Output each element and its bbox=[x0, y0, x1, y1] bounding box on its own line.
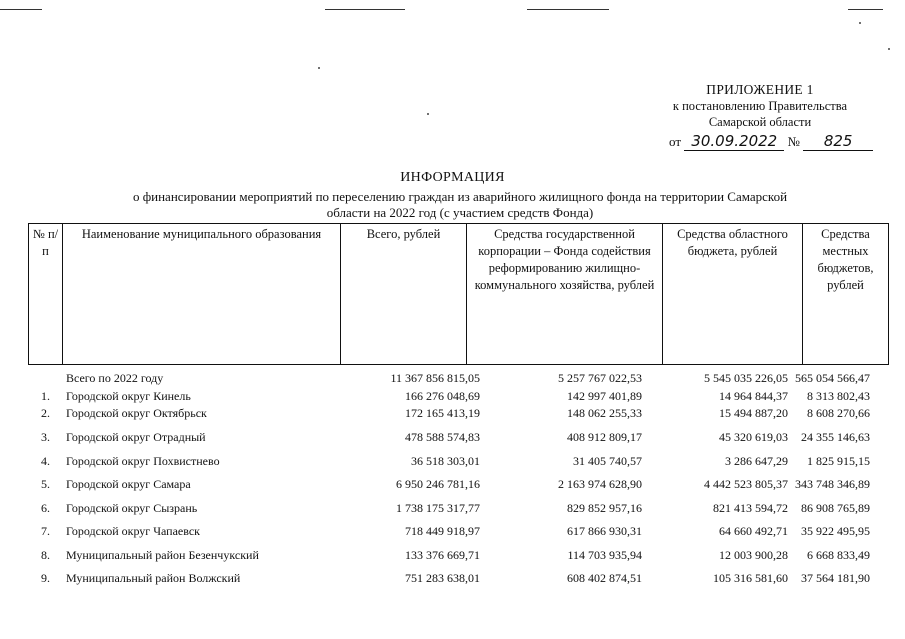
order-line bbox=[669, 132, 873, 151]
row-regional: 14 964 844,37 bbox=[719, 389, 788, 403]
table-row bbox=[28, 389, 888, 407]
row-fund: 114 703 935,94 bbox=[567, 548, 642, 562]
row-name: Городской округ Кинель bbox=[66, 389, 191, 403]
row-number: 8. bbox=[41, 548, 50, 562]
row-number: 3. bbox=[41, 430, 50, 444]
top-rule bbox=[325, 9, 405, 10]
row-regional: 64 660 492,71 bbox=[719, 524, 788, 538]
table-row bbox=[28, 571, 888, 589]
header-total: Всего, рублей bbox=[341, 224, 467, 365]
row-regional: 4 442 523 805,37 bbox=[704, 477, 788, 491]
row-total: 6 950 246 781,16 bbox=[396, 477, 480, 491]
row-local: 8 608 270,66 bbox=[807, 406, 870, 420]
table-row bbox=[28, 430, 888, 448]
row-regional: 105 316 581,60 bbox=[713, 571, 788, 585]
row-fund: 142 997 401,89 bbox=[567, 389, 642, 403]
header-name: Наименование муниципального образования bbox=[63, 224, 341, 365]
row-local: 6 668 833,49 bbox=[807, 548, 870, 562]
row-number: 7. bbox=[41, 524, 50, 538]
subtitle-line: о финансировании мероприятий по переселению граждан из аварийного жилищного фонда на территории Самарской bbox=[132, 189, 788, 204]
order-number: 825 bbox=[803, 132, 873, 151]
appendix-line: Самарской области bbox=[708, 115, 812, 129]
row-total: 1 738 175 317,77 bbox=[396, 501, 480, 515]
scan-speck bbox=[318, 67, 320, 69]
row-total: 172 165 413,19 bbox=[405, 406, 480, 420]
total-local: 565 054 566,47 bbox=[795, 371, 870, 385]
row-total: 478 588 574,83 bbox=[405, 430, 480, 444]
total-fund: 5 257 767 022,53 bbox=[558, 371, 642, 385]
subtitle-line: области на 2022 год (с участием средств Фонда) bbox=[326, 205, 594, 220]
top-rule bbox=[848, 9, 883, 10]
row-number: 4. bbox=[41, 454, 50, 468]
header-local: Средства местных бюджетов, рублей bbox=[803, 224, 889, 365]
table-row bbox=[28, 454, 888, 472]
row-regional: 12 003 900,28 bbox=[719, 548, 788, 562]
total-all: 11 367 856 815,05 bbox=[390, 371, 480, 385]
row-local: 37 564 181,90 bbox=[801, 571, 870, 585]
row-total: 718 449 918,97 bbox=[405, 524, 480, 538]
row-regional: 821 413 594,72 bbox=[713, 501, 788, 515]
row-number: 9. bbox=[41, 571, 50, 585]
row-regional: 15 494 887,20 bbox=[719, 406, 788, 420]
row-number: 6. bbox=[41, 501, 50, 515]
row-local: 1 825 915,15 bbox=[807, 454, 870, 468]
row-name: Муниципальный район Волжский bbox=[66, 571, 241, 585]
row-name: Городской округ Сызрань bbox=[66, 501, 198, 515]
row-fund: 31 405 740,57 bbox=[573, 454, 642, 468]
order-date: 30.09.2022 bbox=[684, 132, 784, 151]
row-name: Городской округ Самара bbox=[66, 477, 191, 491]
from-label: от bbox=[669, 134, 682, 149]
row-number: 2. bbox=[41, 406, 50, 420]
header-num: № п/п bbox=[29, 224, 63, 365]
scan-speck bbox=[859, 22, 861, 24]
row-name: Городской округ Чапаевск bbox=[66, 524, 200, 538]
row-local: 86 908 765,89 bbox=[801, 501, 870, 515]
row-fund: 148 062 255,33 bbox=[567, 406, 642, 420]
row-fund: 829 852 957,16 bbox=[567, 501, 642, 515]
table-header bbox=[28, 223, 889, 365]
row-fund: 608 402 874,51 bbox=[567, 571, 642, 585]
table-row bbox=[28, 548, 888, 566]
row-local: 24 355 146,63 bbox=[801, 430, 870, 444]
row-name: Городской округ Октябрьск bbox=[66, 406, 207, 420]
total-label: Всего по 2022 году bbox=[66, 371, 164, 385]
scan-speck bbox=[888, 48, 890, 50]
row-total: 751 283 638,01 bbox=[405, 571, 480, 585]
header-regional: Средства областного бюджета, рублей bbox=[663, 224, 803, 365]
row-regional: 3 286 647,29 bbox=[725, 454, 788, 468]
row-fund: 2 163 974 628,90 bbox=[558, 477, 642, 491]
header-fund: Средства государственной корпорации – Фонда содействия реформированию жилищно-коммунального хозяйства, рублей bbox=[467, 224, 663, 365]
row-fund: 408 912 809,17 bbox=[567, 430, 642, 444]
table-row bbox=[28, 406, 888, 424]
row-fund: 617 866 930,31 bbox=[567, 524, 642, 538]
appendix-title: ПРИЛОЖЕНИЕ 1 bbox=[706, 82, 814, 97]
row-local: 35 922 495,95 bbox=[801, 524, 870, 538]
row-local: 8 313 802,43 bbox=[807, 389, 870, 403]
row-name: Городской округ Похвистнево bbox=[66, 454, 220, 468]
document-subtitle bbox=[80, 189, 840, 221]
total-regional: 5 545 035 226,05 bbox=[704, 371, 788, 385]
total-row bbox=[28, 371, 888, 389]
table-row bbox=[28, 477, 888, 495]
row-total: 133 376 669,71 bbox=[405, 548, 480, 562]
table-row bbox=[28, 524, 888, 542]
document-title: ИНФОРМАЦИЯ bbox=[400, 170, 505, 185]
row-number: 1. bbox=[41, 389, 50, 403]
scan-speck bbox=[427, 113, 429, 115]
row-name: Муниципальный район Безенчукский bbox=[66, 548, 259, 562]
row-number: 5. bbox=[41, 477, 50, 491]
row-local: 343 748 346,89 bbox=[795, 477, 870, 491]
top-rule bbox=[0, 9, 42, 10]
appendix-line: к постановлению Правительства bbox=[672, 99, 848, 113]
table-row bbox=[28, 501, 888, 519]
number-label: № bbox=[787, 134, 800, 149]
row-regional: 45 320 619,03 bbox=[719, 430, 788, 444]
top-rule bbox=[527, 9, 609, 10]
row-total: 166 276 048,69 bbox=[405, 389, 480, 403]
row-total: 36 518 303,01 bbox=[411, 454, 480, 468]
row-name: Городской округ Отрадный bbox=[66, 430, 206, 444]
appendix-block bbox=[640, 82, 880, 130]
